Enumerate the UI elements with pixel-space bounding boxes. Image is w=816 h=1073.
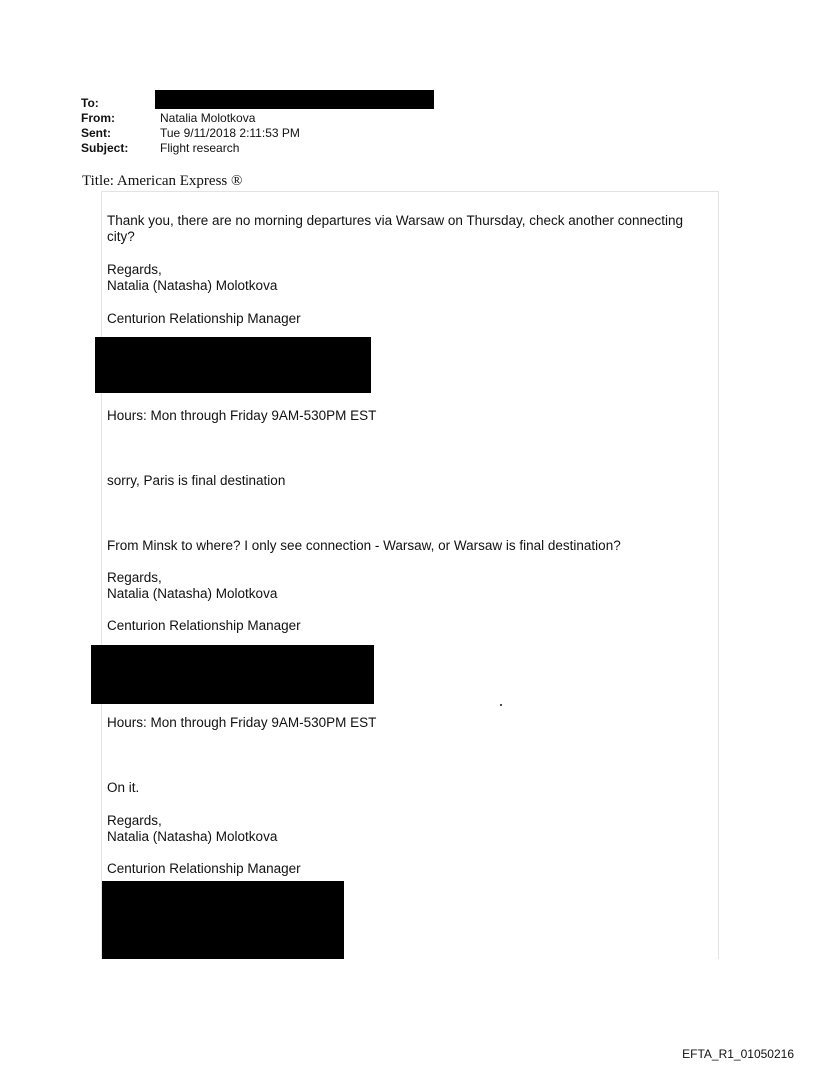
sent-value: Tue 9/11/2018 2:11:53 PM [160, 126, 300, 140]
message-3-body: On it. [107, 780, 140, 795]
subject-value: Flight research [160, 141, 240, 155]
message-1-hours: Hours: Mon through Friday 9AM-530PM EST [107, 408, 377, 423]
message-2-hours: Hours: Mon through Friday 9AM-530PM EST [107, 715, 377, 730]
from-label: From: [81, 111, 115, 125]
message-2-body: From Minsk to where? I only see connection - Warsaw, or Warsaw is final destination? [107, 538, 621, 553]
to-label: To: [81, 96, 99, 110]
redaction-signature-2 [91, 645, 374, 704]
bates-number: EFTA_R1_01050216 [682, 1047, 794, 1061]
message-1-regards: Regards, [107, 262, 162, 277]
redaction-signature-3 [102, 881, 344, 959]
from-row [81, 111, 300, 126]
message-3-name: Natalia (Natasha) Molotkova [107, 829, 278, 844]
sent-row [81, 126, 300, 141]
subject-row [81, 141, 300, 156]
message-1-name: Natalia (Natasha) Molotkova [107, 278, 278, 293]
message-1-role: Centurion Relationship Manager [107, 311, 301, 326]
stray-dot [500, 704, 502, 706]
sent-label: Sent: [81, 126, 111, 140]
message-2-role: Centurion Relationship Manager [107, 618, 301, 633]
message-1-body: Thank you, there are no morning departures via Warsaw on Thursday, check another connecting city? [107, 213, 684, 244]
message-2-name: Natalia (Natasha) Molotkova [107, 586, 278, 601]
from-value: Natalia Molotkova [160, 111, 256, 125]
message-2-regards: Regards, [107, 570, 162, 585]
document-title: Title: American Express ® [82, 173, 243, 189]
redaction-signature-1 [95, 337, 371, 393]
message-3-role: Centurion Relationship Manager [107, 861, 301, 876]
message-3-regards: Regards, [107, 813, 162, 828]
subject-label: Subject: [81, 141, 129, 155]
redaction-to [155, 90, 434, 109]
reply-1: sorry, Paris is final destination [107, 473, 286, 488]
